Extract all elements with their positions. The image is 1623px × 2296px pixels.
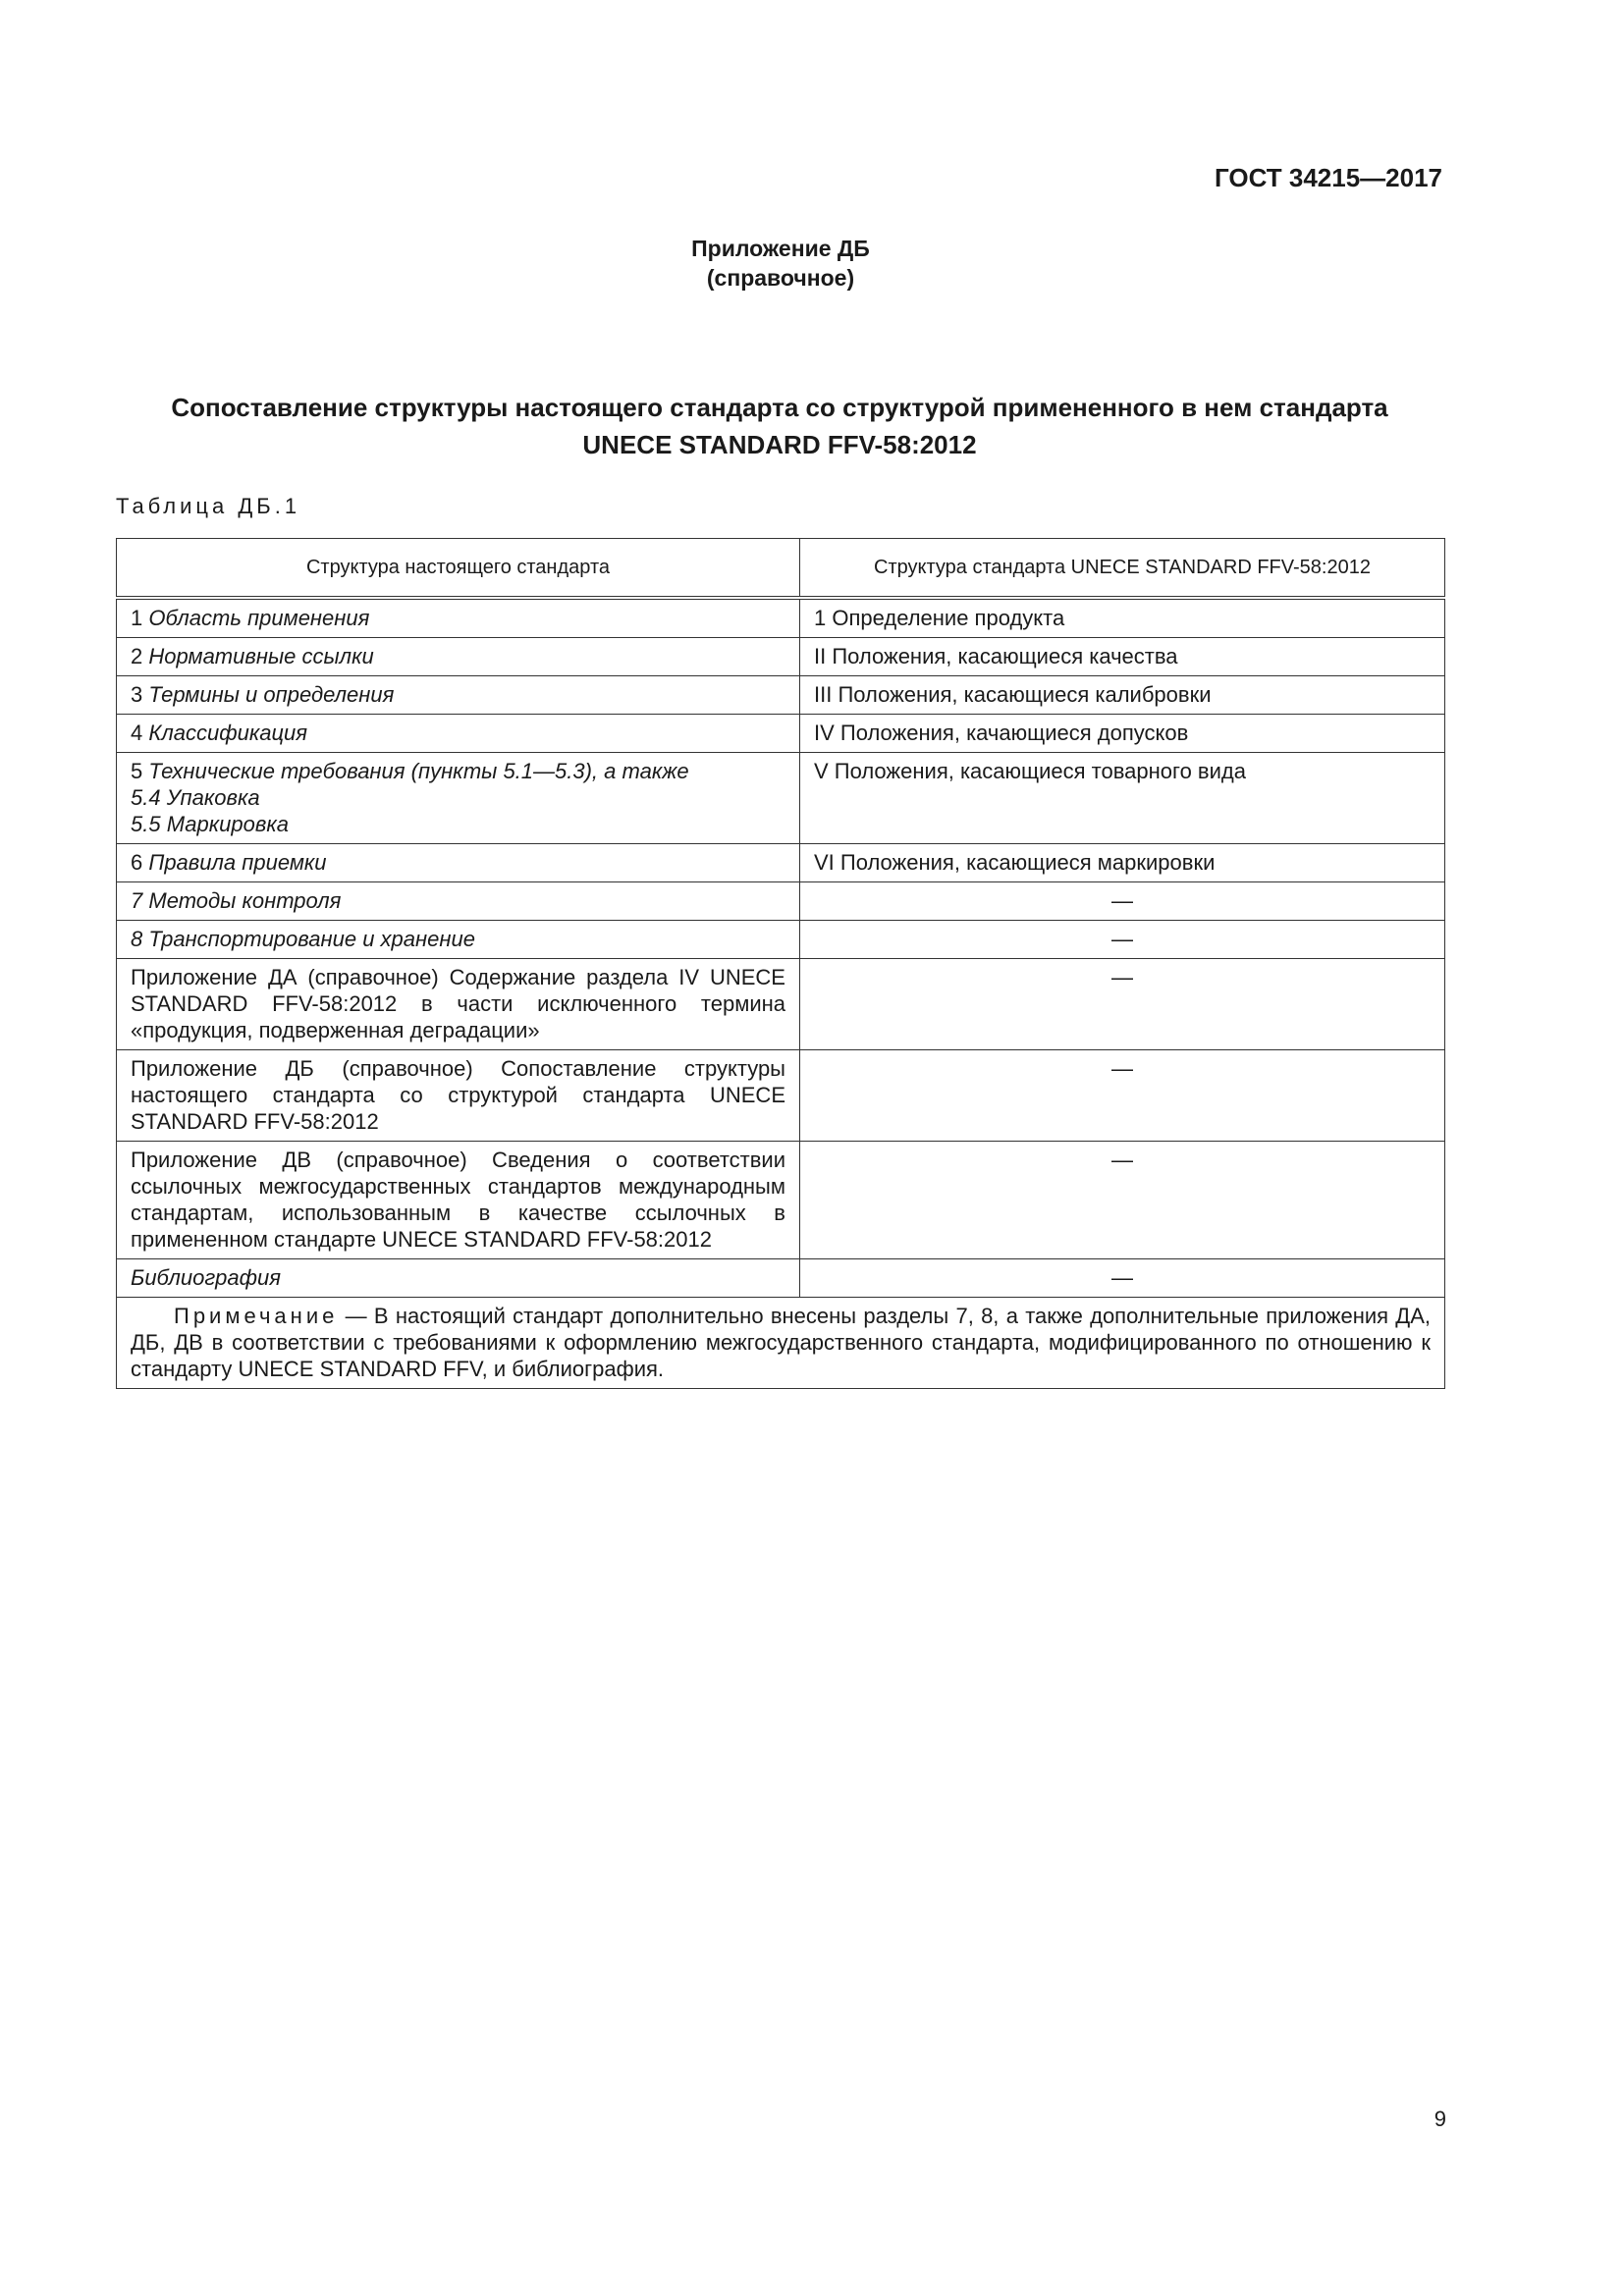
right-cell: —	[800, 1259, 1445, 1298]
comparison-table	[116, 538, 1445, 1389]
section-title-line	[131, 758, 785, 784]
table-row	[117, 882, 1445, 921]
right-cell: III Положения, касающиеся калибровки	[800, 676, 1445, 715]
section-title: Область применения	[148, 606, 370, 630]
table-caption: Таблица ДБ.1	[116, 494, 301, 518]
table-row	[117, 638, 1445, 676]
section-title: Правила приемки	[148, 850, 327, 875]
annex-subtitle: (справочное)	[706, 265, 855, 291]
column-header-unece-standard: Структура стандарта UNECE STANDARD FFV-58:2012	[800, 539, 1445, 599]
note-label: Примечание	[174, 1304, 339, 1328]
page-number: 9	[1434, 2107, 1446, 2131]
left-cell: Приложение ДА (справочное) Содержание раздела IV UNECE STANDARD FFV-58:2012 в части исключенного термина «продукция, подверженная деградации»	[117, 959, 800, 1050]
right-cell: —	[800, 1050, 1445, 1142]
section-title: Методы контроля	[148, 888, 342, 913]
left-cell	[117, 676, 800, 715]
table-row	[117, 598, 1445, 638]
table-row	[117, 921, 1445, 959]
left-cell: Приложение ДВ (справочное) Сведения о соответствии ссылочных межгосударственных стандартов международным стандартам, использованным в качестве ссылочных в примененном стандарте UNECE STANDARD FFV-58:2012	[117, 1142, 800, 1259]
left-cell	[117, 753, 800, 844]
section-heading	[116, 389, 1443, 463]
column-header-current-standard: Структура настоящего стандарта	[117, 539, 800, 599]
section-number: 5	[131, 759, 143, 783]
section-title: Термины и определения	[148, 682, 395, 707]
heading-line-2: UNECE STANDARD FFV-58:2012	[582, 430, 977, 459]
subsection-packaging: 5.4 Упаковка	[131, 785, 260, 810]
table-row	[117, 753, 1445, 844]
table-row	[117, 1050, 1445, 1142]
left-cell	[117, 921, 800, 959]
table-row	[117, 1142, 1445, 1259]
section-number: 2	[131, 644, 143, 668]
right-cell: —	[800, 959, 1445, 1050]
right-cell: V Положения, касающиеся товарного вида	[800, 753, 1445, 844]
section-number: 8	[131, 927, 143, 951]
section-number: 3	[131, 682, 143, 707]
section-title: Нормативные ссылки	[148, 644, 374, 668]
left-cell	[117, 882, 800, 921]
table-note-row	[117, 1298, 1445, 1389]
subsection-marking: 5.5 Маркировка	[131, 812, 289, 836]
left-cell	[117, 715, 800, 753]
section-number: 4	[131, 721, 143, 745]
right-cell: —	[800, 1142, 1445, 1259]
section-title: Классификация	[148, 721, 308, 745]
annex-header	[0, 234, 1561, 293]
table-row	[117, 959, 1445, 1050]
table-header-row	[117, 539, 1445, 599]
left-cell	[117, 598, 800, 638]
left-cell: Библиография	[117, 1259, 800, 1298]
right-cell: IV Положения, качающиеся допусков	[800, 715, 1445, 753]
section-title: Транспортирование и хранение	[148, 927, 475, 951]
left-cell	[117, 638, 800, 676]
right-cell: VI Положения, касающиеся маркировки	[800, 844, 1445, 882]
section-number: 6	[131, 850, 143, 875]
section-number: 1	[131, 606, 143, 630]
table-row	[117, 844, 1445, 882]
table-note	[117, 1298, 1445, 1389]
section-number: 7	[131, 888, 143, 913]
annex-title: Приложение ДБ	[691, 236, 870, 261]
right-cell: II Положения, касающиеся качества	[800, 638, 1445, 676]
note-text: — В настоящий стандарт дополнительно внесены разделы 7, 8, а также дополнительные приложения ДА, ДБ, ДВ в соответствии с требованиями к оформлению межгосударственного стандарта, модифицированного по отношению к стандарту UNECE STANDARD FFV, и библиография.	[131, 1304, 1431, 1381]
right-cell: —	[800, 921, 1445, 959]
table-row	[117, 1259, 1445, 1298]
right-cell: 1 Определение продукта	[800, 598, 1445, 638]
section-title: Технические требования (пункты 5.1—5.3), а также	[148, 759, 689, 783]
right-cell: —	[800, 882, 1445, 921]
heading-line-1: Сопоставление структуры настоящего стандарта со структурой примененного в нем стандарта	[171, 393, 1388, 422]
table-row	[117, 676, 1445, 715]
document-code: ГОСТ 34215—2017	[1215, 163, 1442, 192]
table-row	[117, 715, 1445, 753]
left-cell	[117, 844, 800, 882]
left-cell: Приложение ДБ (справочное) Сопоставление структуры настоящего стандарта со структурой стандарта UNECE STANDARD FFV-58:2012	[117, 1050, 800, 1142]
